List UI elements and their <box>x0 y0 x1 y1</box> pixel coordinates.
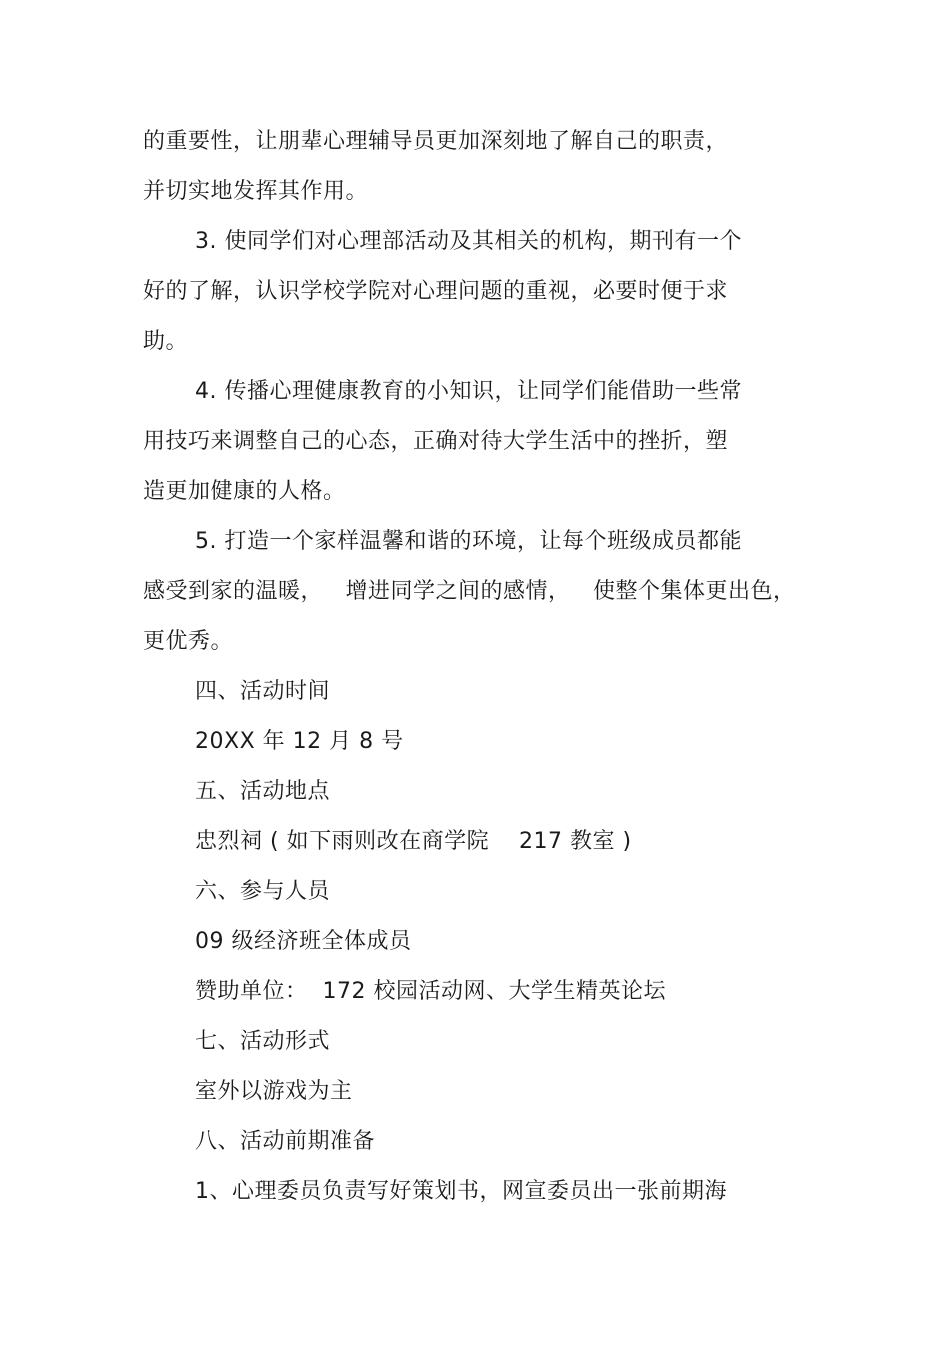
section-heading: 五、活动地点 <box>195 779 331 804</box>
text-line: 4. 传播心理健康教育的小知识，让同学们能借助一些常 <box>195 379 742 404</box>
text-line: 的重要性，让朋辈心理辅导员更加深刻地了解自己的职责， <box>143 129 729 154</box>
text-line: 好的了解，认识学校学院对心理问题的重视，必要时便于求 <box>143 279 729 304</box>
text-line: 1、心理委员负责写好策划书，网宣委员出一张前期海 <box>195 1179 727 1204</box>
text-line: 室外以游戏为主 <box>195 1079 353 1104</box>
text-line: 造更加健康的人格。 <box>143 479 346 504</box>
text-line: 更优秀。 <box>143 629 234 654</box>
section-heading: 四、活动时间 <box>195 679 331 704</box>
section-heading: 六、参与人员 <box>195 879 331 904</box>
text-line: 用技巧来调整自己的心态，正确对待大学生活中的挫折，塑 <box>143 429 729 454</box>
section-heading: 八、活动前期准备 <box>195 1129 376 1154</box>
section-heading: 七、活动形式 <box>195 1029 331 1054</box>
text-line: 感受到家的温暖， 增进同学之间的感情， 使整个集体更出色， <box>143 579 796 604</box>
text-line: 忠烈祠 ( 如下雨则改在商学院 217 教室 ) <box>195 829 632 854</box>
text-line: 助。 <box>143 329 189 354</box>
text-line: 3. 使同学们对心理部活动及其相关的机构，期刊有一个 <box>195 229 742 254</box>
text-line: 09 级经济班全体成员 <box>195 929 412 954</box>
text-line: 5. 打造一个家样温馨和谐的环境，让每个班级成员都能 <box>195 529 742 554</box>
text-line: 20XX 年 12 月 8 号 <box>195 729 404 754</box>
text-line: 赞助单位： 172 校园活动网、大学生精英论坛 <box>195 979 666 1004</box>
text-line: 并切实地发挥其作用。 <box>143 179 369 204</box>
